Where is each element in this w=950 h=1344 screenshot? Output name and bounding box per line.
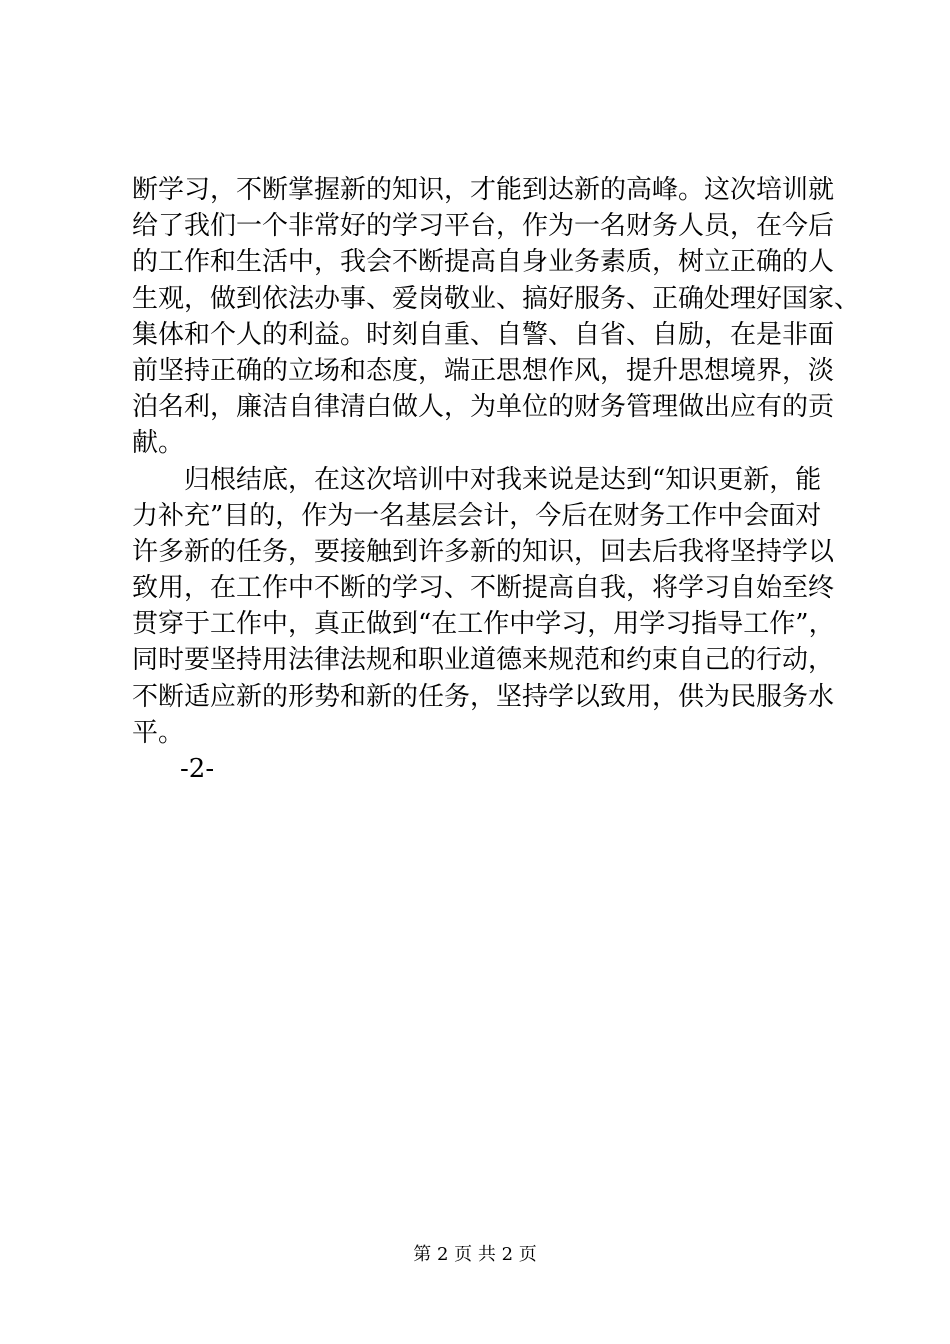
text-line: 泊名利，廉洁自律清白做人，为单位的财务管理做出应有的贡 (132, 392, 835, 423)
text-line: 同时要坚持用法律法规和职业道德来规范和约束自己的行动， (132, 645, 835, 676)
text-line: 平。 (132, 717, 185, 748)
text-line: 致用，在工作中不断的学习、不断提高自我，将学习自始至终 (132, 573, 835, 604)
text-line: 贯穿于工作中，真正做到“在工作中学习，用学习指导工作”， (132, 609, 835, 640)
text-line: 生观，做到依法办事、爱岗敬业、搞好服务、正确处理好国家、 (132, 283, 861, 314)
inline-page-number: -2- (180, 754, 215, 784)
text-line: 给了我们一个非常好的学习平台，作为一名财务人员，在今后 (132, 211, 835, 242)
text-line: 不断适应新的形势和新的任务，坚持学以致用，供为民服务水 (132, 681, 835, 712)
page-footer: 第 2 页 共 2 页 (413, 1244, 537, 1265)
text-line: 许多新的任务，要接触到许多新的知识，回去后我将坚持学以 (132, 536, 835, 567)
text-line: 断学习，不断掌握新的知识，才能到达新的高峰。这次培训就 (132, 175, 835, 205)
text-line: 献。 (132, 428, 185, 459)
text-line: 力补充”目的，作为一名基层会计，今后在财务工作中会面对 (132, 500, 822, 531)
text-line: 前坚持正确的立场和态度，端正思想作风，提升思想境界，淡 (132, 355, 835, 386)
document-body (132, 172, 861, 787)
text-line: 的工作和生活中，我会不断提高自身业务素质，树立正确的人 (132, 247, 835, 278)
paragraph-start-line: 归根结底，在这次培训中对我来说是达到“知识更新，能 (184, 464, 822, 495)
text-line: 集体和个人的利益。时刻自重、自警、自省、自励，在是非面 (132, 319, 835, 350)
